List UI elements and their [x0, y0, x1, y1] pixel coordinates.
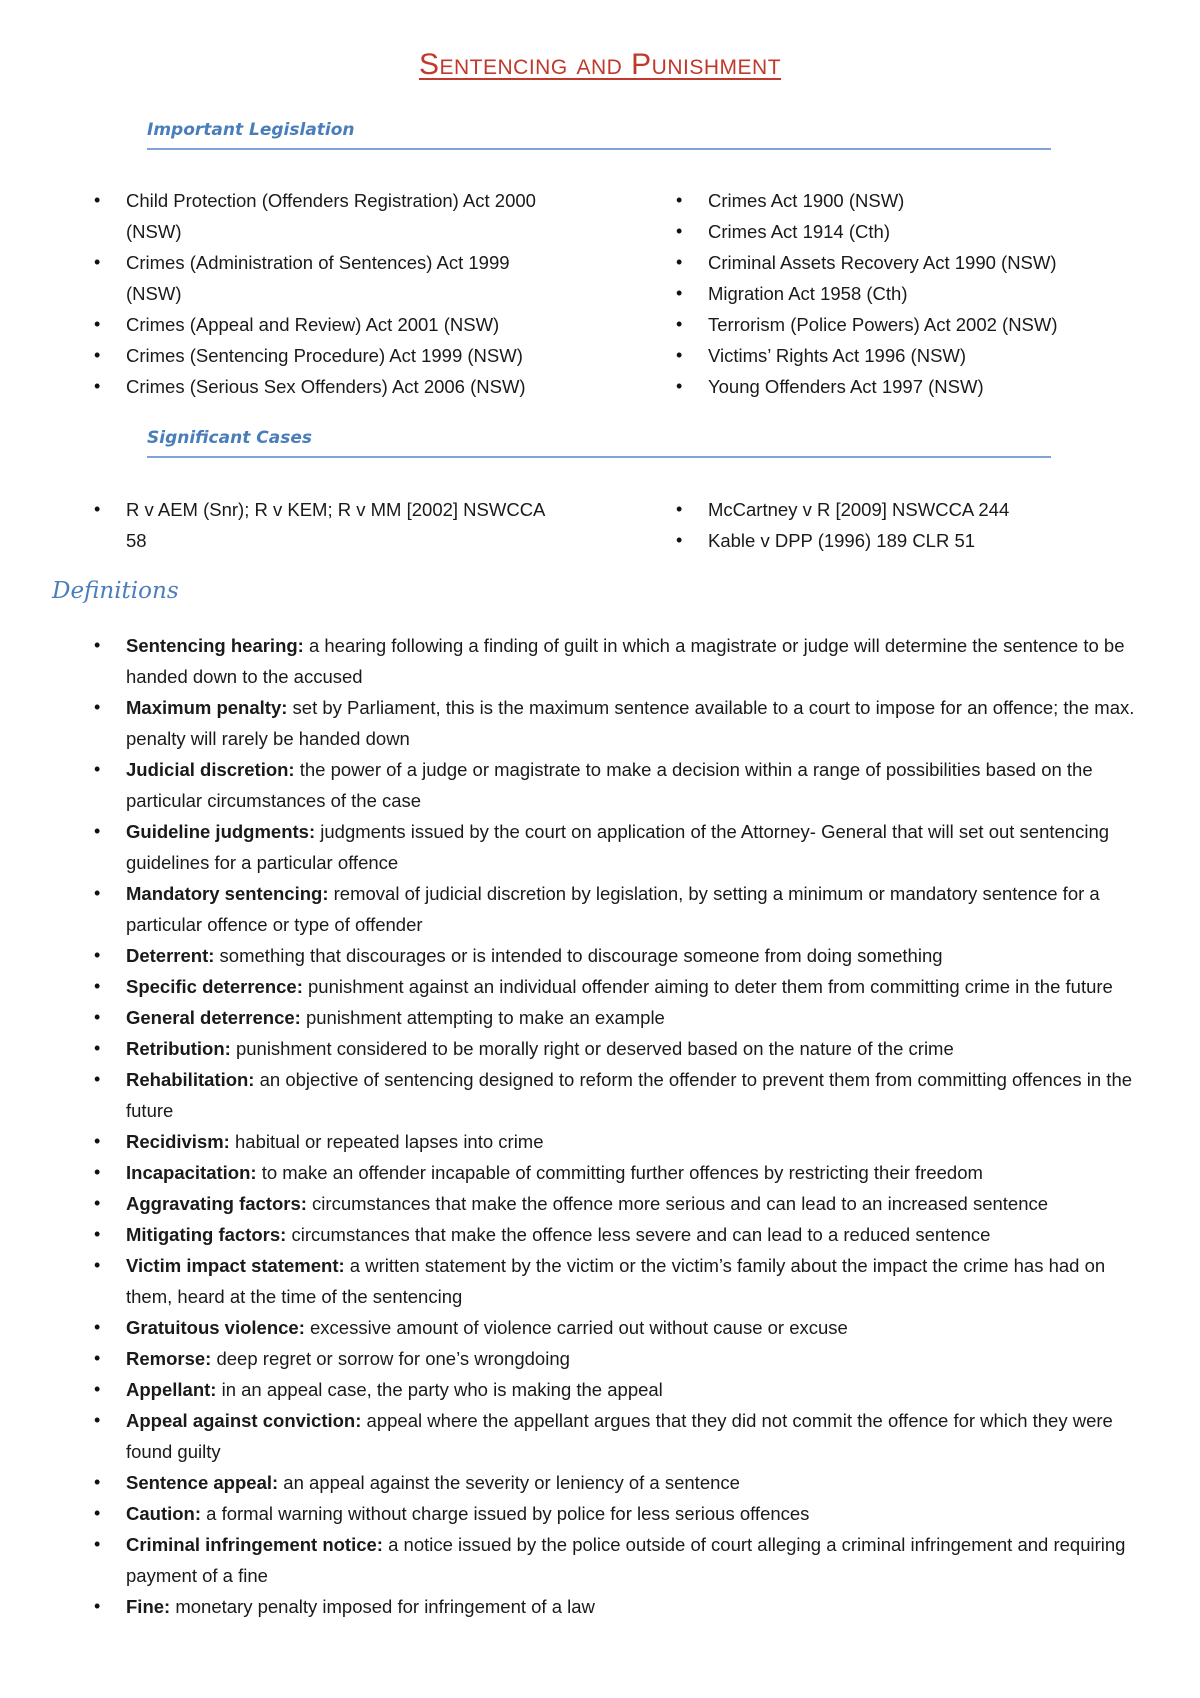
definition-item [94, 1405, 1156, 1467]
definition-term: Fine: [126, 1596, 171, 1617]
list-item: • Crimes Act 1900 (NSW) [676, 185, 1156, 216]
definition-item [94, 1591, 1156, 1622]
list-item: • Crimes (Appeal and Review) Act 2001 (NSW) [94, 309, 564, 340]
list-item: • R v AEM (Snr); R v KEM; R v MM [2002] NSWCCA 58 [94, 494, 564, 556]
list-item: • Child Protection (Offenders Registration) Act 2000 (NSW) [94, 185, 564, 247]
definition-text: deep regret or sorrow for one’s wrongdoing [211, 1348, 570, 1369]
definition-text: a written statement by the victim or the victim’s family about the impact the crime has had on them, heard at the time of the sentencing [126, 1255, 1106, 1307]
definition-item [94, 878, 1156, 940]
definition-text: removal of judicial discretion by legislation, by setting a minimum or mandatory sentence for a particular offence or type of offender [126, 883, 1100, 935]
definition-text: set by Parliament, this is the maximum sentence available to a court to impose for an offence; the max. penalty will rarely be handed down [126, 697, 1135, 749]
definitions-list [94, 630, 1156, 1622]
definition-term: Retribution: [126, 1038, 231, 1059]
list-item: • McCartney v R [2009] NSWCCA 244 [676, 494, 1156, 525]
definition-item [94, 692, 1156, 754]
legislation-list-left [94, 185, 564, 402]
definition-item [94, 754, 1156, 816]
definitions-heading: Definitions [52, 578, 179, 604]
definition-item [94, 816, 1156, 878]
list-item: • Migration Act 1958 (Cth) [676, 278, 1156, 309]
definition-text: circumstances that make the offence less severe and can lead to a reduced sentence [286, 1224, 991, 1245]
definition-item [94, 971, 1156, 1002]
definition-term: Mandatory sentencing: [126, 883, 329, 904]
list-item: • Kable v DPP (1996) 189 CLR 51 [676, 525, 1156, 556]
list-item: • Terrorism (Police Powers) Act 2002 (NSW) [676, 309, 1156, 340]
definition-term: Sentence appeal: [126, 1472, 279, 1493]
definition-text: something that discourages or is intended to discourage someone from doing something [214, 945, 943, 966]
cases-list-right [676, 494, 1156, 556]
definition-term: Incapacitation: [126, 1162, 257, 1183]
definition-term: Aggravating factors: [126, 1193, 307, 1214]
definition-term: Rehabilitation: [126, 1069, 255, 1090]
definition-item [94, 1002, 1156, 1033]
definition-term: General deterrence: [126, 1007, 301, 1028]
legislation-list-right [676, 185, 1156, 402]
definition-term: Victim impact statement: [126, 1255, 345, 1276]
definition-item [94, 1188, 1156, 1219]
list-item: • Crimes Act 1914 (Cth) [676, 216, 1156, 247]
definition-item [94, 1529, 1156, 1591]
definition-text: an appeal against the severity or leniency of a sentence [278, 1472, 740, 1493]
definition-item [94, 1467, 1156, 1498]
definition-term: Recidivism: [126, 1131, 230, 1152]
definition-term: Maximum penalty: [126, 697, 288, 718]
definition-term: Appellant: [126, 1379, 217, 1400]
definition-item [94, 1157, 1156, 1188]
definition-term: Caution: [126, 1503, 202, 1524]
page-title: Sentencing and Punishment [418, 48, 782, 81]
list-item: • Crimes (Sentencing Procedure) Act 1999 (NSW) [94, 340, 564, 371]
definition-term: Criminal infringement notice: [126, 1534, 383, 1555]
definition-text: a formal warning without charge issued by police for less serious offences [201, 1503, 810, 1524]
definition-text: appeal where the appellant argues that they did not commit the offence for which they were found guilty [126, 1410, 1113, 1462]
definition-term: Gratuitous violence: [126, 1317, 305, 1338]
definition-item [94, 1064, 1156, 1126]
definition-item [94, 1250, 1156, 1312]
definition-text: punishment considered to be morally right or deserved based on the nature of the crime [230, 1038, 954, 1059]
list-item: • Crimes (Administration of Sentences) Act 1999 (NSW) [94, 247, 564, 309]
definition-term: Guideline judgments: [126, 821, 316, 842]
definition-item [94, 1374, 1156, 1405]
list-item: • Young Offenders Act 1997 (NSW) [676, 371, 1156, 402]
definition-text: circumstances that make the offence more serious and can lead to an increased sentence [306, 1193, 1049, 1214]
definition-item [94, 1126, 1156, 1157]
definition-text: a notice issued by the police outside of court alleging a criminal infringement and requiring payment of a fine [126, 1534, 1126, 1586]
cases-heading: Significant Cases [147, 428, 1051, 458]
cases-list-left [94, 494, 564, 556]
definition-term: Specific deterrence: [126, 976, 303, 997]
legislation-heading: Important Legislation [147, 120, 1051, 150]
definition-term: Deterrent: [126, 945, 215, 966]
definition-text: to make an offender incapable of committing further offences by restricting their freedom [256, 1162, 983, 1183]
definition-item [94, 1033, 1156, 1064]
definition-term: Appeal against conviction: [126, 1410, 362, 1431]
definition-term: Mitigating factors: [126, 1224, 287, 1245]
definition-item [94, 1498, 1156, 1529]
definition-term: Sentencing hearing: [126, 635, 304, 656]
list-item: • Criminal Assets Recovery Act 1990 (NSW) [676, 247, 1156, 278]
list-item: • Victims’ Rights Act 1996 (NSW) [676, 340, 1156, 371]
definition-text: excessive amount of violence carried out without cause or excuse [304, 1317, 848, 1338]
definition-text: an objective of sentencing designed to reform the offender to prevent them from committing offences in the future [126, 1069, 1133, 1121]
definition-text: monetary penalty imposed for infringement of a law [170, 1596, 595, 1617]
definition-item [94, 1219, 1156, 1250]
definition-text: punishment against an individual offender aiming to deter them from committing crime in the future [302, 976, 1113, 997]
definition-text: the power of a judge or magistrate to make a decision within a range of possibilities based on the particular circumstances of the case [126, 759, 1093, 811]
definition-text: punishment attempting to make an example [300, 1007, 665, 1028]
definition-item [94, 1343, 1156, 1374]
definition-item [94, 630, 1156, 692]
definition-text: judgments issued by the court on application of the Attorney- General that will set out sentencing guidelines for a particular offence [126, 821, 1110, 873]
definition-item [94, 940, 1156, 971]
definition-item [94, 1312, 1156, 1343]
definition-term: Remorse: [126, 1348, 212, 1369]
definition-text: a hearing following a finding of guilt in which a magistrate or judge will determine the sentence to be handed down to the accused [126, 635, 1125, 687]
definition-term: Judicial discretion: [126, 759, 295, 780]
definition-text: habitual or repeated lapses into crime [229, 1131, 544, 1152]
list-item: • Crimes (Serious Sex Offenders) Act 2006 (NSW) [94, 371, 564, 402]
definition-text: in an appeal case, the party who is making the appeal [216, 1379, 663, 1400]
